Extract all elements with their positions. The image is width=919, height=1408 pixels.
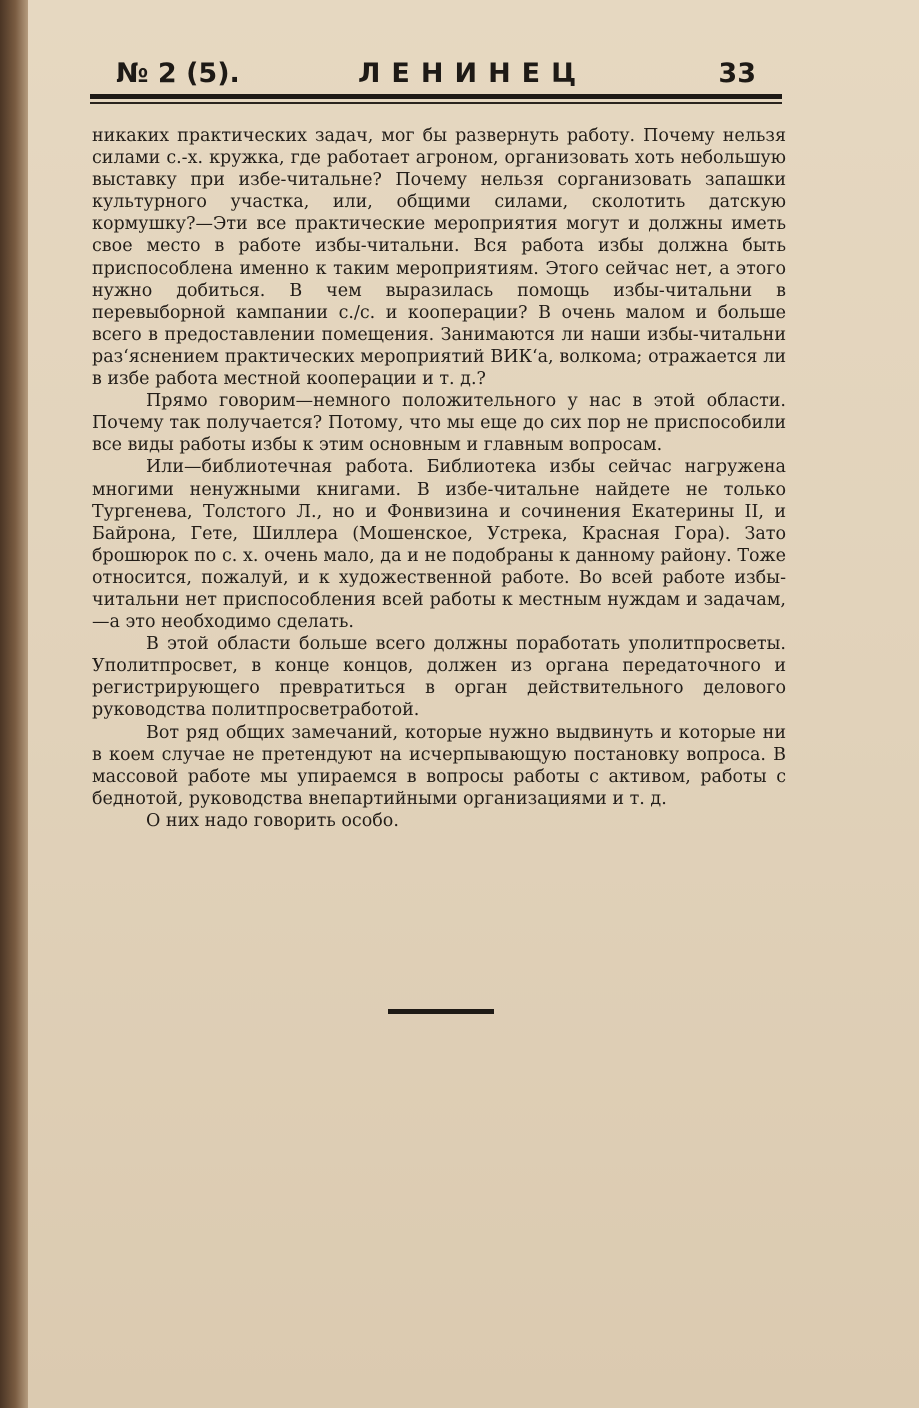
page-number: 33 bbox=[718, 58, 756, 89]
paragraph: Прямо говорим—немного положительного у нас в этой области. Почему так получается? Потому, что мы еще до сих пор не приспособили все виды работы избы к этим основным и главным вопросам. bbox=[92, 391, 786, 456]
paragraph-continued: никаких практических задач, мог бы развернуть работу. Почему нельзя силами с.-х. кружка, где работает агроном, организовать хоть небольшую выставку при избе-читальне? Почему нельзя сорганизовать запашки культурного участка, или, общими силами, сколотить датскую кормушку?—Эти все практические мероприятия могут и должны иметь свое место в работе избы-читальни. Вся работа избы должна быть приспособлена именно к таким мероприятиям. Этого сейчас нет, а этого нужно добиться. В чем выразилась помощь избы-читальни в перевыборной кампании с./с. и кооперации? В очень малом и больше всего в предоставлении помещения. Занимаются ли наши избы-читальни раз‘яснением практических мероприятий ВИК‘а, волкома; отражается ли в избе работа местной кооперации и т. д.? bbox=[92, 126, 786, 390]
book-spine-edge bbox=[0, 0, 28, 1408]
paragraph: Или—библиотечная работа. Библиотека избы сейчас нагружена многими ненужными книгами. В избе-читальне найдете не только Тургенева, Толстого Л., но и Фонвизина и сочинения Екатерины II, и Байрона, Гете, Шиллера (Мошенское, Устрека, Красная Гора). Зато брошюрок по с. х. очень мало, да и не подобраны к данному району. Тоже относится, пожалуй, и к художественной работе. Во всей работе избы-читальни нет приспособления всей работы к местным нуждам и задачам,—а это необходимо сделать. bbox=[92, 457, 786, 633]
paragraph: Вот ряд общих замечаний, которые нужно выдвинуть и которые ни в коем случае не претендуют на исчерпывающую постановку вопроса. В массовой работе мы упираемся в вопросы работы с активом, работы с беднотой, руководства внепартийными организациями и т. д. bbox=[92, 722, 786, 809]
header-rule-thick bbox=[90, 94, 782, 99]
article-body bbox=[92, 125, 786, 832]
journal-title: ЛЕНИНЕЦ bbox=[358, 58, 588, 89]
paragraph: В этой области больше всего должны поработать уполитпросветы. Уполитпросвет, в конце концов, должен из органа передаточного и регистрирующего превратиться в орган действительного делового руководства политпросветработой. bbox=[92, 634, 786, 721]
issue-number: № 2 (5). bbox=[116, 58, 240, 89]
running-header bbox=[90, 58, 782, 94]
header-rule-thin bbox=[90, 102, 782, 104]
paragraph-last: О них надо говорить особо. bbox=[146, 810, 399, 831]
section-end-divider bbox=[388, 1009, 494, 1014]
